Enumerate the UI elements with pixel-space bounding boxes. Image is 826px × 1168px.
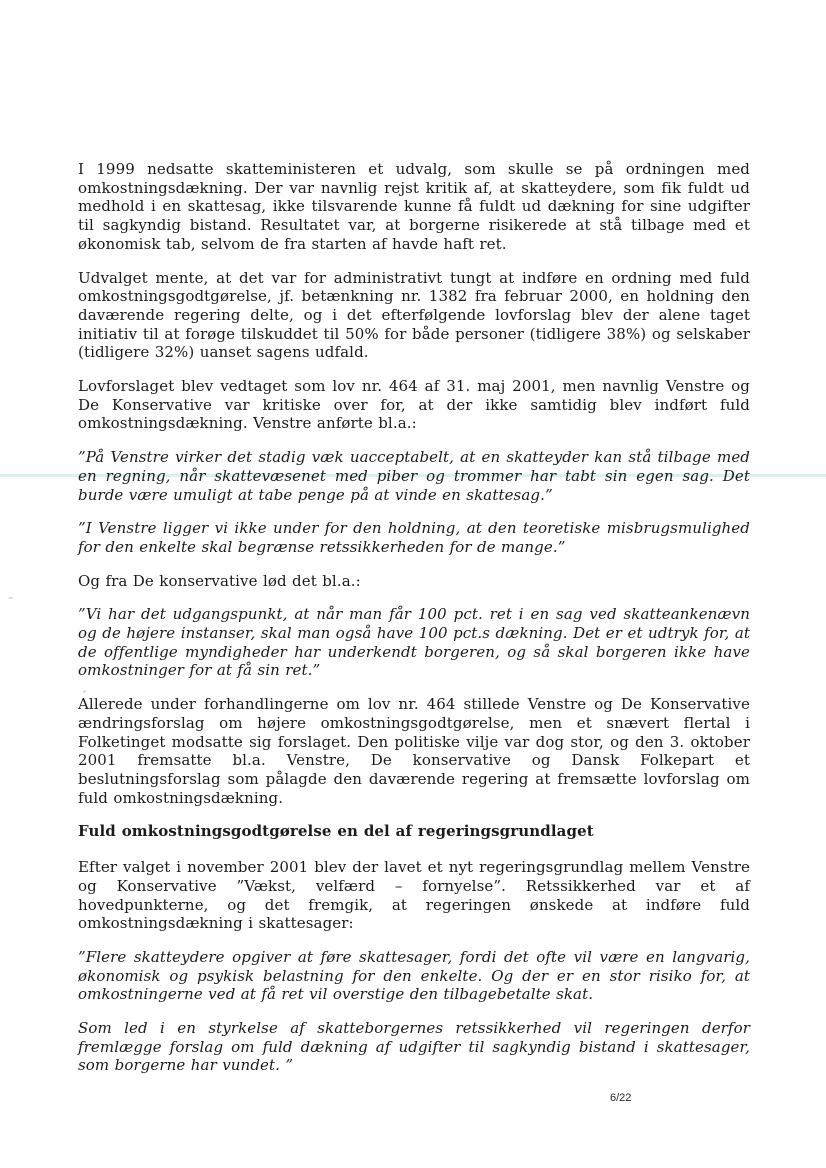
quote-paragraph: ”Flere skatteydere opgiver at føre skattesager, fordi det ofte vil være en langvarig, økonomisk og psykisk belastning for den enkelte. Og der er en stor risiko for, at omkostningerne ved at få ret vil overstige den tilbagebetalte skat. — [78, 947, 750, 1004]
body-paragraph: I 1999 nedsatte skatteministeren et udvalg, som skulle se på ordningen med omkostningsdækning. Der var navnlig rejst kritik af, at skatteydere, som fik fuldt ud medhold i en skattesag, ikke tilsvarende kunne få fuldt ud dækning for sine udgifter til sagkyndig bistand. Resultatet var, at borgerne risikerede at stå tilbage med et økonomisk tab, selvom de fra starten af havde haft ret. — [78, 160, 750, 253]
quote-paragraph: ”Vi har det udgangspunkt, at når man får 100 pct. ret i en sag ved skatteankenævn og de højere instanser, skal man også have 100 pct.s dækning. Det er et udtryk for, at de offentlige myndigheder har underkendt borgeren, og så skal borgeren ikke have omkostninger for at få sin ret.” — [78, 605, 750, 680]
body-paragraph: Allerede under forhandlingerne om lov nr. 464 stillede Venstre og De Konservative ændringsforslag om højere omkostningsgodtgørelse, men et snævert flertal i Folketinget modsatte sig forslaget. Den politiske vilje var dog stor, og den 3. oktober 2001 fremsatte bl.a. Venstre, De konservative og Dansk Folkepart et beslutningsforslag som pålagde den daværende regering at fremsætte lovforslag om fuld omkostningsdækning. — [78, 695, 750, 807]
quote-paragraph: ”I Venstre ligger vi ikke under for den holdning, at den teoretiske misbrugsmulighed for den enkelte skal begrænse retssikkerheden for de mange.” — [78, 519, 750, 556]
scan-speck — [8, 597, 13, 599]
section-heading: Fuld omkostningsgodtgørelse en del af regeringsgrundlaget — [78, 822, 594, 841]
body-paragraph: Efter valget i november 2001 blev der lavet et nyt regeringsgrundlag mellem Venstre og Konservative ”Vækst, velfærd – fornyelse”. Retssikkerhed var et af hovedpunkterne, og det fremgik, at regeringen ønskede at indføre fuld omkostningsdækning i skattesager: — [78, 858, 750, 933]
body-paragraph: Og fra De konservative lød det bl.a.: — [78, 571, 361, 590]
quote-paragraph: Som led i en styrkelse af skatteborgernes retssikkerhed vil regeringen derfor fremlægge forslag om fuld dækning af udgifter til sagkyndig bistand i skattesager, som borgerne har vundet. ” — [78, 1019, 750, 1075]
document-text-column — [78, 160, 750, 1090]
quote-paragraph: ”På Venstre virker det stadig væk uacceptabelt, at en skatteyder kan stå tilbage med en regning, når skattevæsenet med piber og trommer har tabt sin egen sag. Det burde være umuligt at tabe penge på at vinde en skattesag.” — [78, 448, 750, 504]
body-paragraph: Lovforslaget blev vedtaget som lov nr. 464 af 31. maj 2001, men navnlig Venstre og De Konservative var kritiske over for, at der ikke samtidig blev indført fuld omkostningsdækning. Venstre anførte bl.a.: — [78, 377, 750, 433]
body-paragraph: Udvalget mente, at det var for administrativt tungt at indføre en ordning med fuld omkostningsgodtgørelse, jf. betænkning nr. 1382 fra februar 2000, en holdning den daværende regering delte, og i det efterfølgende lovforslag blev der alene taget initiativ til at forøge tilskuddet til 50% for både personer (tidligere 38%) og selskaber (tidligere 32%) uanset sagens udfald. — [78, 268, 750, 362]
page-number: 6/22 — [610, 1092, 632, 1104]
